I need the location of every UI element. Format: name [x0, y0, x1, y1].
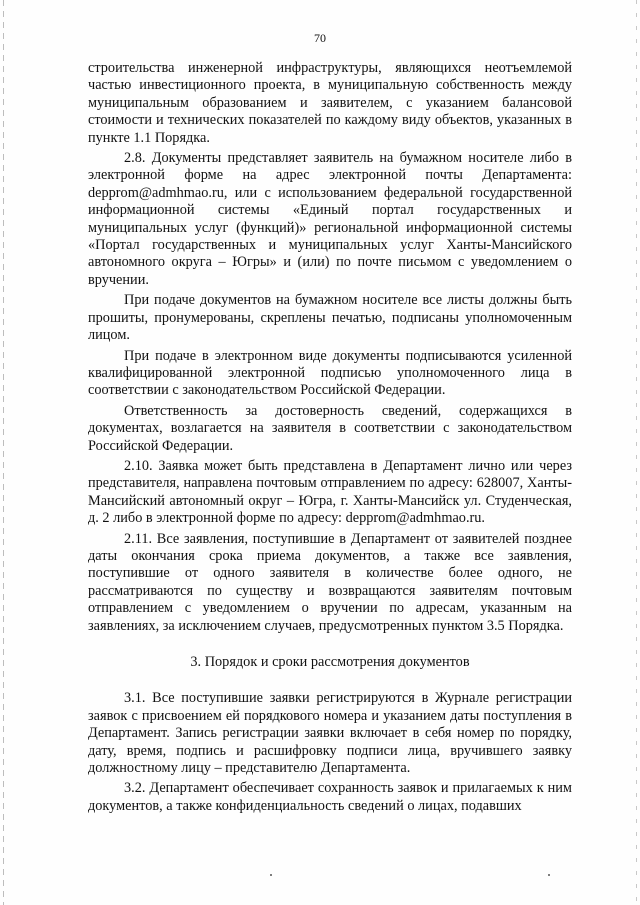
scan-edge-left — [3, 0, 4, 905]
paragraph-3-1: 3.1. Все поступившие заявки регистрируются в Журнале регистрации заявок с присвоением ей порядкового номера и указанием даты поступления в Департамент. Запись регистрации заявки включает в себя номер по порядку, дату, время, подпись и расшифровку подписи лица, вручившего заявку должностному лицу – представителю Департамента. — [88, 690, 572, 777]
scan-speck — [270, 874, 272, 876]
paragraph-responsibility: Ответственность за достоверность сведений, содержащихся в документах, возлагается на заявителя в соответствии с законодательством Российской Федерации. — [88, 402, 572, 454]
page-number: 70 — [314, 31, 326, 45]
scan-speck — [548, 874, 550, 876]
paragraph-paper-submission: При подаче документов на бумажном носителе все листы должны быть прошиты, пронумерованы, скреплены печатью, подписаны уполномоченным лицом. — [88, 292, 572, 344]
paragraph-2-10: 2.10. Заявка может быть представлена в Департамент лично или через представителя, направлена почтовым отправлением по адресу: 628007, Ханты-Мансийский автономный округ – Югра, г. Ханты-Мансийск ул. Студенческая, д. 2 либо в электронной форме по адресу: depprom@admhmao.ru. — [88, 457, 572, 527]
paragraph-3-2: 3.2. Департамент обеспечивает сохранность заявок и прилагаемых к ним документов, а также конфиденциальность сведений о лицах, подавших — [88, 780, 572, 814]
document-body — [88, 60, 572, 818]
scan-edge-right — [636, 0, 637, 905]
paragraph-continuation: строительства инженерной инфраструктуры, являющихся неотъемлемой частью инвестиционного проекта, в муниципальную собственность между муниципальным образованием и заявителем, с указанием балансовой стоимости и технических показателей по каждому виду объектов, указанных в пункте 1.1 Порядка. — [88, 60, 572, 146]
paragraph-2-8: 2.8. Документы представляет заявитель на бумажном носителе либо в электронной форме на адрес электронной почты Департамента: depprom@admhmao.ru, или с использованием федеральной государственной информационной системы «Единый портал государственных и муниципальных услуг (функций)» региональной информационной системы «Портал государственных и муниципальных услуг Ханты-Мансийского автономного округа – Югры» и (или) по почте письмом с уведомлением о вручении. — [88, 150, 572, 288]
section-heading: 3. Порядок и сроки рассмотрения документов — [190, 654, 470, 670]
paragraph-2-11: 2.11. Все заявления, поступившие в Департамент от заявителей позднее даты окончания срока приема документов, а также все заявления, поступившие от одного заявителя в количестве более одного, не рассматриваются по существу и возвращаются заявителям почтовым отправлением с уведомлением о вручении по адресам, указанным на заявлениях, за исключением случаев, предусмотренных пунктом 3.5 Порядка. — [88, 530, 572, 634]
paragraph-electronic-submission: При подаче в электронном виде документы подписываются усиленной квалифицированной электронной подписью уполномоченного лица в соответствии с законодательством Российской Федерации. — [88, 347, 572, 399]
